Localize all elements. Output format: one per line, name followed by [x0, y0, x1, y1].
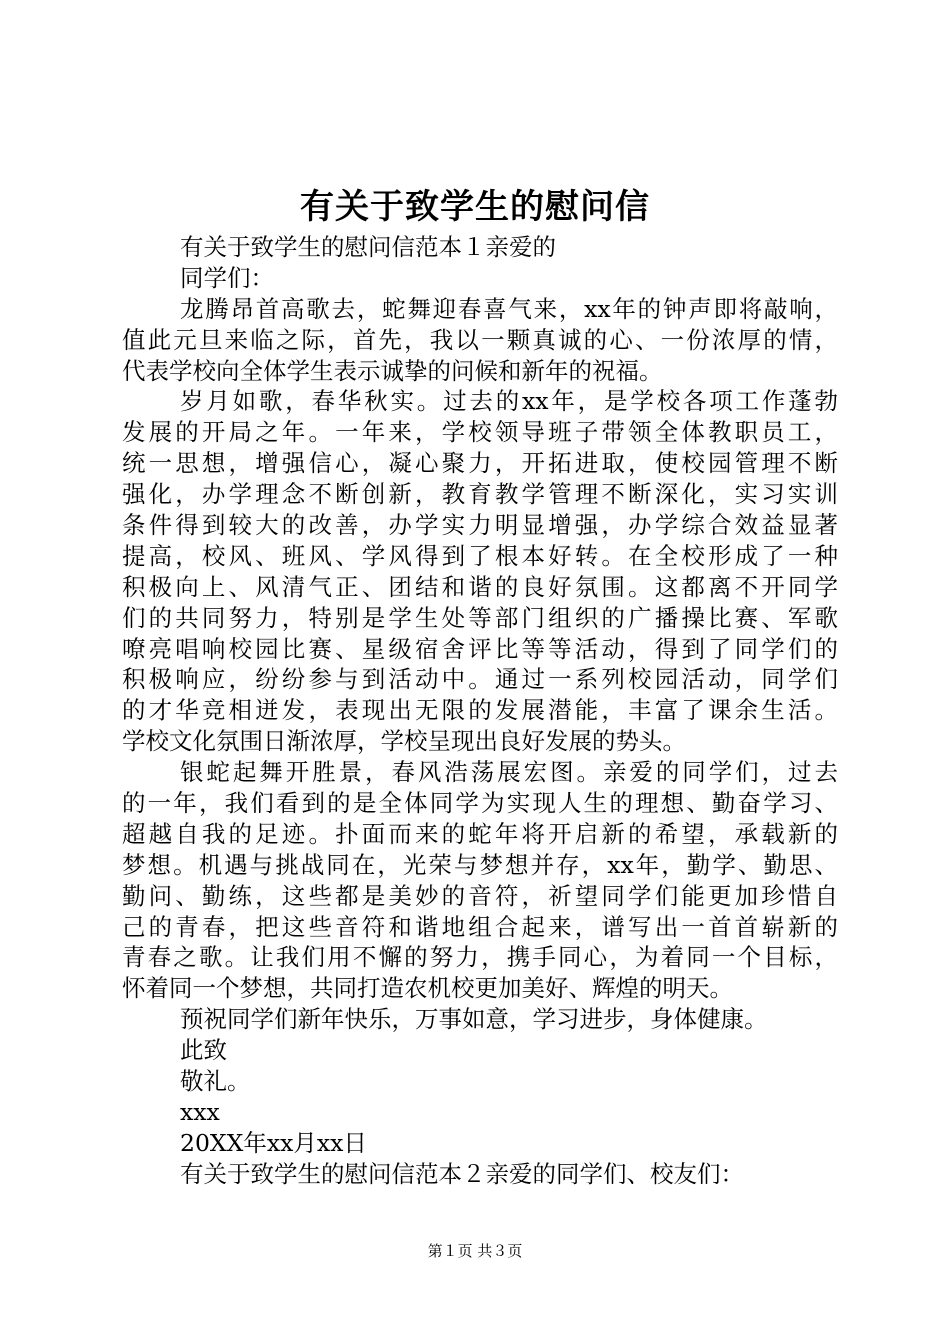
body-line: 值此元旦来临之际，首先，我以一颗真诚的心、一份浓厚的情， [122, 325, 838, 354]
body-line: 龙腾昂首高歌去，蛇舞迎春喜气来，xx年的钟声即将敲响， [180, 294, 838, 323]
body-line: 学校文化氛围日渐浓厚，学校呈现出良好发展的势头。 [122, 727, 686, 756]
body-line: 20XX年xx月xx日 [180, 1128, 367, 1157]
body-line: 敬礼。 [180, 1067, 251, 1096]
page-indicator: 第１页 共３页 [427, 1242, 523, 1260]
body-line: 岁月如歌，春华秋实。过去的xx年，是学校各项工作蓬勃 [180, 387, 838, 416]
body-line: 发展的开局之年。一年来，学校领导班子带领全体教职员工， [122, 418, 838, 447]
body-line: 己的青春，把这些音符和谐地组合起来，谱写出一首首崭新的 [122, 912, 838, 941]
body-line: 怀着同一个梦想，共同打造农机校更加美好、辉煌的明天。 [122, 974, 733, 1003]
body-line: 积极响应，纷纷参与到活动中。通过一系列校园活动，同学们 [122, 665, 838, 694]
body-line: 嘹亮唱响校园比赛、星级宿舍评比等等活动，得到了同学们的 [122, 634, 838, 663]
body-line: 条件得到较大的改善，办学实力明显增强，办学综合效益显著 [122, 511, 838, 540]
body-line: 预祝同学们新年快乐，万事如意，学习进步，身体健康。 [180, 1005, 768, 1034]
body-line: 此致 [180, 1036, 227, 1065]
body-line: 勤问、勤练，这些都是美妙的音符，祈望同学们能更加珍惜自 [122, 881, 838, 910]
document-body [122, 232, 838, 1190]
body-line: 的一年，我们看到的是全体同学为实现人生的理想、勤奋学习、 [122, 789, 838, 818]
body-line: 青春之歌。让我们用不懈的努力，携手同心，为着同一个目标， [122, 943, 838, 972]
document-title: 有关于致学生的慰问信 [300, 187, 650, 227]
body-line: 有关于致学生的慰问信范本２亲爱的同学们、校友们： [180, 1159, 744, 1188]
body-line: 统一思想，增强信心，凝心聚力，开拓进取，使校园管理不断 [122, 449, 838, 478]
body-line: 强化，办学理念不断创新，教育教学管理不断深化，实习实训 [122, 480, 838, 509]
body-line: xxx [180, 1097, 220, 1126]
body-line: 们的共同努力，特别是学生处等部门组织的广播操比赛、军歌 [122, 603, 838, 632]
body-line: 代表学校向全体学生表示诚挚的问候和新年的祝福。 [122, 356, 663, 385]
body-line: 银蛇起舞开胜景，春风浩荡展宏图。亲爱的同学们，过去 [180, 758, 838, 787]
body-line: 有关于致学生的慰问信范本１亲爱的 [180, 233, 556, 261]
body-line: 的才华竞相迸发，表现出无限的发展潜能，丰富了课余生活。 [122, 696, 838, 725]
body-line: 积极向上、风清气正、团结和谐的良好氛围。这都离不开同学 [122, 572, 838, 601]
body-line: 同学们： [180, 263, 274, 292]
body-line: 超越自我的足迹。扑面而来的蛇年将开启新的希望，承载新的 [122, 819, 838, 848]
body-line: 提高，校风、班风、学风得到了根本好转。在全校形成了一种 [122, 541, 838, 570]
body-line: 梦想。机遇与挑战同在，光荣与梦想并存，xx年，勤学、勤思、 [122, 850, 838, 879]
